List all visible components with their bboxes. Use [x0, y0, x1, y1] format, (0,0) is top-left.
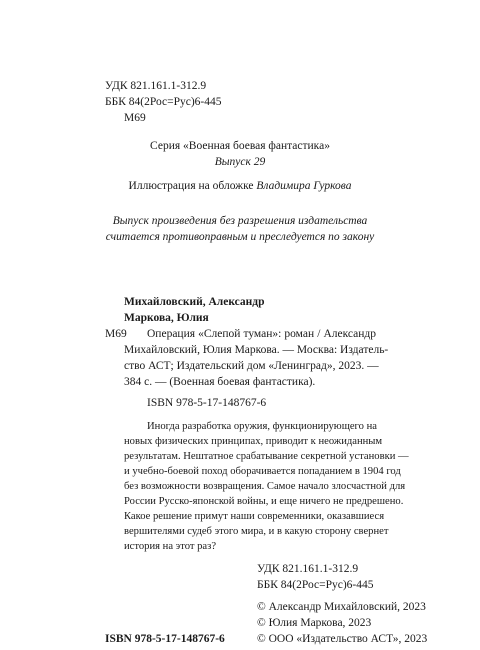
annotation-line: Какое решение примут наши современники, оказавшиеся	[124, 511, 385, 522]
footer-udk: УДК 821.161.1-312.9	[257, 563, 359, 575]
copyright-line: © Александр Михайловский, 2023	[257, 601, 426, 613]
footer-bbk: ББК 84(2Рос=Рус)6-445	[257, 579, 374, 591]
copyright-line: © ООО «Издательство АСТ», 2023	[257, 633, 428, 645]
annotation-line: и учебно-боевой поход оборачивается попаданием в 1904 год	[124, 466, 401, 477]
catalog-mark: М69	[105, 328, 127, 340]
author-mark: М69	[124, 112, 146, 124]
catalog-line: Операция «Слепой туман»: роман / Александр	[147, 328, 376, 340]
illustration-prefix: Иллюстрация на обложке	[128, 180, 257, 192]
illustration-credit	[0, 181, 480, 193]
annotation-line: история на этот раз?	[124, 541, 217, 552]
annotation-line: результатам. Нештатное срабатывание секретной установки —	[124, 451, 409, 462]
annotation-line: России Русско-японской войны, и еще ничего не предрешено.	[124, 496, 404, 507]
annotation-line: вершителями судеб этого мира, и в какую сторону свернет	[124, 526, 389, 537]
catalog-author1: Михайловский, Александр	[124, 296, 265, 308]
footer-isbn: ISBN 978-5-17-148767-6	[105, 633, 225, 645]
catalog-isbn: ISBN 978-5-17-148767-6	[147, 397, 267, 409]
annotation-line: новых физических принципах, приводит к неожиданным	[124, 436, 383, 447]
annotation-line: Иногда разработка оружия, функционирующего на	[147, 421, 377, 432]
catalog-author2: Маркова, Юлия	[124, 312, 209, 324]
copyright-line: © Юлия Маркова, 2023	[257, 617, 372, 629]
illustrator-name: Владимира Гуркова	[256, 180, 352, 192]
catalog-line: Михайловский, Юлия Маркова. — Москва: Издатель-	[124, 344, 389, 356]
catalog-line: ство АСТ; Издательский дом «Ленинград», 2023. —	[124, 360, 379, 372]
bbk-code: ББК 84(2Рос=Рус)6-445	[105, 96, 222, 108]
udk-code: УДК 821.161.1-312.9	[105, 80, 207, 92]
catalog-line: 384 с. — (Военная боевая фантастика).	[124, 376, 316, 388]
series-title: Серия «Военная боевая фантастика»	[150, 140, 330, 152]
annotation-line: без возможности возвращения. Самое начало злосчастной для	[124, 481, 406, 492]
copyright-warning-line1: Выпуск произведения без разрешения издательства	[112, 215, 368, 227]
series-issue: Выпуск 29	[214, 156, 266, 168]
copyright-warning-line2: считается противоправным и преследуется по закону	[105, 231, 375, 243]
